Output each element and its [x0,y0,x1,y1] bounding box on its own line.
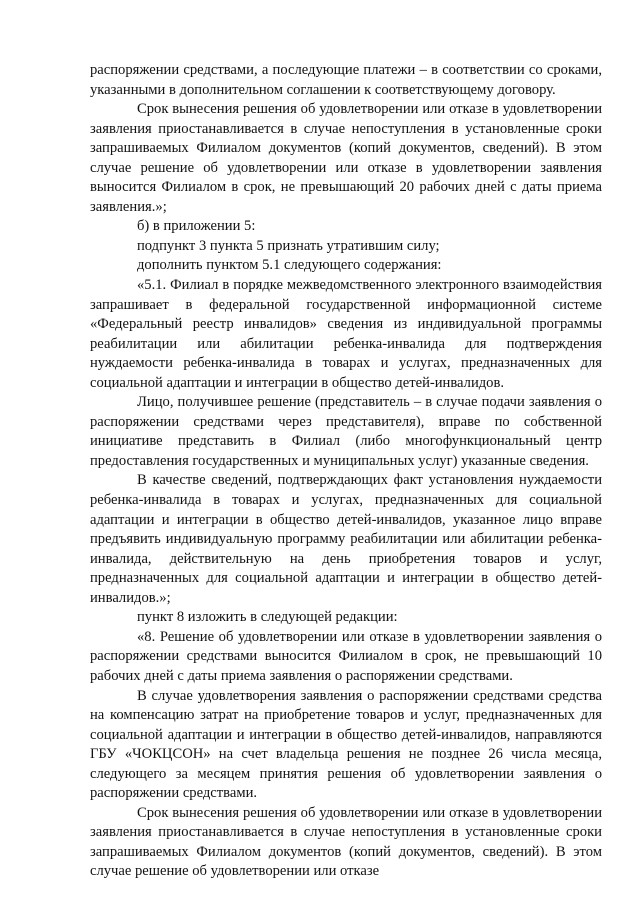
paragraph-add-point-5-1: дополнить пунктом 5.1 следующего содержания: [137,257,442,274]
paragraph-decision-term: Срок вынесения решения об удовлетворении или отказе в удовлетворении заявления приостанавливается в случае непоступления в установленные сроки запрашиваемых Филиалом документов (копий документов, сведений). В этом случае решение об удовлетворении или отказе в удовлетворении заявления выносится Филиалом в срок, не превышающий 20 рабочих дней с даты приема заявления.»; [90,101,602,215]
paragraph-subpoint-3: подпункт 3 пункта 5 признать утратившим силу; [137,237,440,254]
paragraph-continuation: распоряжении средствами, а последующие платежи – в соответствии со сроками, указанными в дополнительном соглашении к соответствующему договору. [90,62,602,98]
paragraph-recipient-initiative: Лицо, получившее решение (представитель – в случае подачи заявления о распоряжении средствами через представителя), вправе по собственной инициативе представить в Филиал (либо многофункциональный центр предоставления государственных и муниципальных услуг) указанные сведения. [90,394,602,469]
document-body [90,61,602,882]
paragraph-point-8-intro: пункт 8 изложить в следующей редакции: [137,609,398,626]
paragraph-suspension: Срок вынесения решения об удовлетворении или отказе в удовлетворении заявления приостанавливается в случае непоступления в установленные сроки запрашиваемых Филиалом документов (копий документов, сведений). В этом случае решение об удовлетворении или отказе [90,804,602,880]
paragraph-point-5-1: «5.1. Филиал в порядке межведомственного электронного взаимодействия запрашивает в федеральной государственной информационной системе «Федеральный реестр инвалидов» сведения из индивидуальной программы реабилитации или абилитации ребенка-инвалида для подтверждения нуждаемости ребенка-инвалида в товарах и услугах, предназначенных для социальной адаптации и интеграции в общество детей-инвалидов. [90,277,602,391]
paragraph-compensation: В случае удовлетворения заявления о распоряжении средствами средства на компенсацию затрат на приобретение товаров и услуг, предназначенных для социальной адаптации и интеграции в общество детей-инвалидов, направляются ГБУ «ЧОКЦСОН» на счет владельца решения не позднее 26 числа месяца, следующего за месяцем принятия решения об удовлетворении заявления о распоряжении средствами. [90,687,602,802]
paragraph-evidence: В качестве сведений, подтверждающих факт установления нуждаемости ребенка-инвалида в товарах и услугах, предназначенных для социальной адаптации и интеграции в общество детей-инвалидов, указанное лицо вправе предъявить индивидуальную программу реабилитации или абилитации ребенка-инвалида, действительную на день приобретения товаров и услуг, предназначенных для социальной адаптации и интеграции в общество детей-инвалидов.»; [90,472,602,606]
paragraph-point-8: «8. Решение об удовлетворении или отказе в удовлетворении заявления о распоряжении средствами выносится Филиалом в срок, не превышающий 10 рабочих дней с даты приема заявления о распоряжении средствами. [90,628,602,684]
paragraph-appendix-5: б) в приложении 5: [137,218,256,235]
